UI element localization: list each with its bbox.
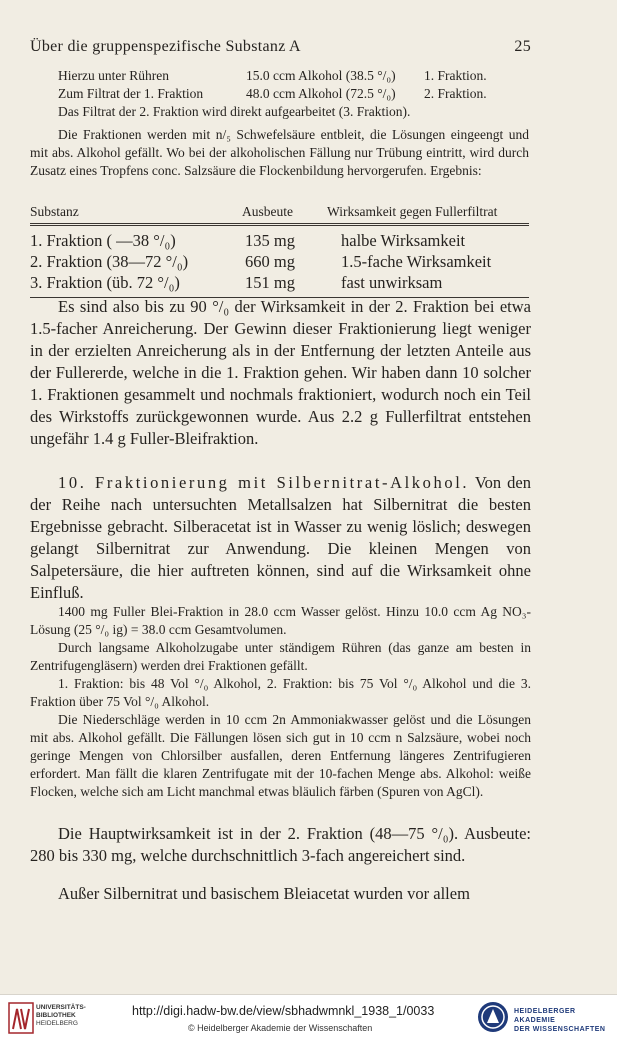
step-amount: 48.0 ccm Alkohol (72.5 °/₀)	[246, 86, 396, 101]
page-number: 25	[514, 38, 531, 55]
step-label: Hierzu unter Rühren	[58, 68, 169, 83]
cell-substanz: 1. Fraktion ( —38 °/₀)	[30, 231, 176, 250]
cell-ausbeute: 151 mg	[245, 273, 295, 292]
step-result: 1. Fraktion.	[424, 68, 487, 83]
table-body	[30, 225, 529, 298]
academy-name-line: HEIDELBERGER AKADEMIE	[514, 1008, 576, 1024]
academy-name	[514, 1007, 617, 1034]
header-wirksamkeit: Wirksamkeit gegen Fullerfiltrat	[327, 204, 498, 219]
cell-substanz: 3. Fraktion (üb. 72 °/₀)	[30, 273, 180, 292]
table-row	[30, 251, 529, 272]
procedure-paragraph: 1400 mg Fuller Blei-Fraktion in 28.0 ccm Wasser gelöst. Hinzu 10.0 ccm Ag NO₃-Lösung (25 °/₀ ig) = 38.0 ccm Gesamtvolumen.	[30, 604, 531, 637]
step-result: 2. Fraktion.	[424, 86, 487, 101]
viewer-footer	[0, 994, 617, 1042]
copyright-notice: © Heidelberger Akademie der Wissenschaften	[188, 1023, 373, 1033]
table-row	[30, 230, 529, 251]
step-row	[58, 85, 528, 103]
cell-wirksamkeit: fast unwirksam	[341, 273, 443, 292]
header-ausbeute: Ausbeute	[242, 204, 293, 219]
paragraph-continuation: Außer Silbernitrat und basischem Bleiacetat wurden vor allem	[58, 884, 470, 903]
library-name-line: BIBLIOTHEK	[36, 1012, 76, 1019]
permalink[interactable]: http://digi.hadw-bw.de/view/sbhadwmnkl_1938_1/0033	[132, 1004, 435, 1018]
paragraph-silver-nitrate	[30, 472, 531, 604]
paragraph-enrichment: Es sind also bis zu 90 °/₀ der Wirksamkeit in der 2. Fraktion bei etwa 1.5-facher Anreicherung. Der Gewinn dieser Fraktionierung liegt weniger in der erzielten Anreicherung als in der Entfernung der letzten Anteile aus der Fullererde, welche in die 1. Fraktion gehen. Wir haben dann 10 solcher 1. Fraktionen gesammelt und nochmals fraktioniert, wodurch noch ein Teil des Wirkstoffs zurückgewonnen wurde. Aus 2.2 g Fullerfiltrat entstehen ungefähr 1.4 g Fuller-Bleifraktion.	[30, 297, 531, 448]
cell-wirksamkeit: 1.5-fache Wirksamkeit	[341, 252, 492, 271]
academy-seal-icon	[476, 1000, 510, 1034]
step-row	[58, 67, 528, 85]
cell-ausbeute: 660 mg	[245, 252, 295, 271]
procedure-paragraph: 1. Fraktion: bis 48 Vol °/₀ Alkohol, 2. Fraktion: bis 75 Vol °/₀ Alkohol und die 3. Fraktion über 75 Vol °/₀ Alkohol.	[30, 676, 531, 709]
procedure-block	[30, 603, 531, 801]
cell-wirksamkeit: halbe Wirksamkeit	[341, 231, 466, 250]
running-title: Über die gruppenspezifische Substanz A	[30, 38, 301, 55]
section-text: Von den der Reihe nach untersuchten Metallsalzen hat Silbernitrat die besten Ergebnisse gebracht. Silberacetat ist in Wasser zu wenig löslich; deswegen gelangt Silbernitrat zur Anwendung. Die kleinen Mengen von Salpetersäure, die hier auftreten können, sind auf die Wirksamkeit ohne Einfluß.	[30, 473, 531, 602]
results-table	[30, 201, 529, 298]
library-name	[36, 1004, 86, 1028]
library-name-line: UNIVERSITÄTS-	[36, 1004, 86, 1011]
library-name-line: HEIDELBERG	[36, 1020, 78, 1027]
step-amount: 15.0 ccm Alkohol (38.5 °/₀)	[246, 68, 396, 83]
library-logo-icon	[8, 1001, 34, 1035]
paragraph-main-activity: Die Hauptwirksamkeit ist in der 2. Fraktion (48—75 °/₀). Ausbeute: 280 bis 330 mg, welche durchschnittlich 3-fach angereichert sind.	[30, 824, 531, 865]
step-label: Zum Filtrat der 1. Fraktion	[58, 86, 204, 101]
cell-ausbeute: 135 mg	[245, 231, 295, 250]
header-substanz: Substanz	[30, 204, 79, 219]
table-row	[30, 272, 529, 293]
table-header	[30, 201, 529, 224]
section-heading: 10. Fraktionierung mit Silbernitrat-Alkohol.	[58, 473, 470, 492]
procedure-paragraph: Die Niederschläge werden in 10 ccm 2n Ammoniakwasser gelöst und die Lösungen mit abs. Alkohol gefällt. Die Fällungen lösen sich gut in 10 ccm n Salzsäure, wobei noch geringe Mengen von Chlorsilber ausfallen, deren Entfernung längeres Zentrifugieren erfordert. Man fällt die klaren Zentrifugate mit der 10-fachen Menge abs. Alkohol: weiße Flocken, welche sich am Licht manchmal etwas bläulich färben (Spuren von AgCl).	[30, 712, 531, 799]
cell-substanz: 2. Fraktion (38—72 °/₀)	[30, 252, 189, 271]
intro-paragraph: Die Fraktionen werden mit n/₅ Schwefelsäure entbleit, die Lösungen eingeengt und mit abs. Alkohol gefällt. Wo bei der alkoholischen Fällung nur Trübung eintritt, wird durch Zusatz eines Tropfens conc. Salzsäure die Flockenbildung hervorgerufen. Ergebnis:	[30, 127, 529, 178]
fractionation-steps	[58, 67, 528, 121]
academy-name-line: DER WISSENSCHAFTEN	[514, 1026, 606, 1033]
step-row-final: Das Filtrat der 2. Fraktion wird direkt aufgearbeitet (3. Fraktion).	[58, 104, 411, 119]
procedure-paragraph: Durch langsame Alkoholzugabe unter ständigem Rühren (das ganze am besten in Zentrifugengläsern) werden drei Fraktionen gefällt.	[30, 640, 531, 673]
